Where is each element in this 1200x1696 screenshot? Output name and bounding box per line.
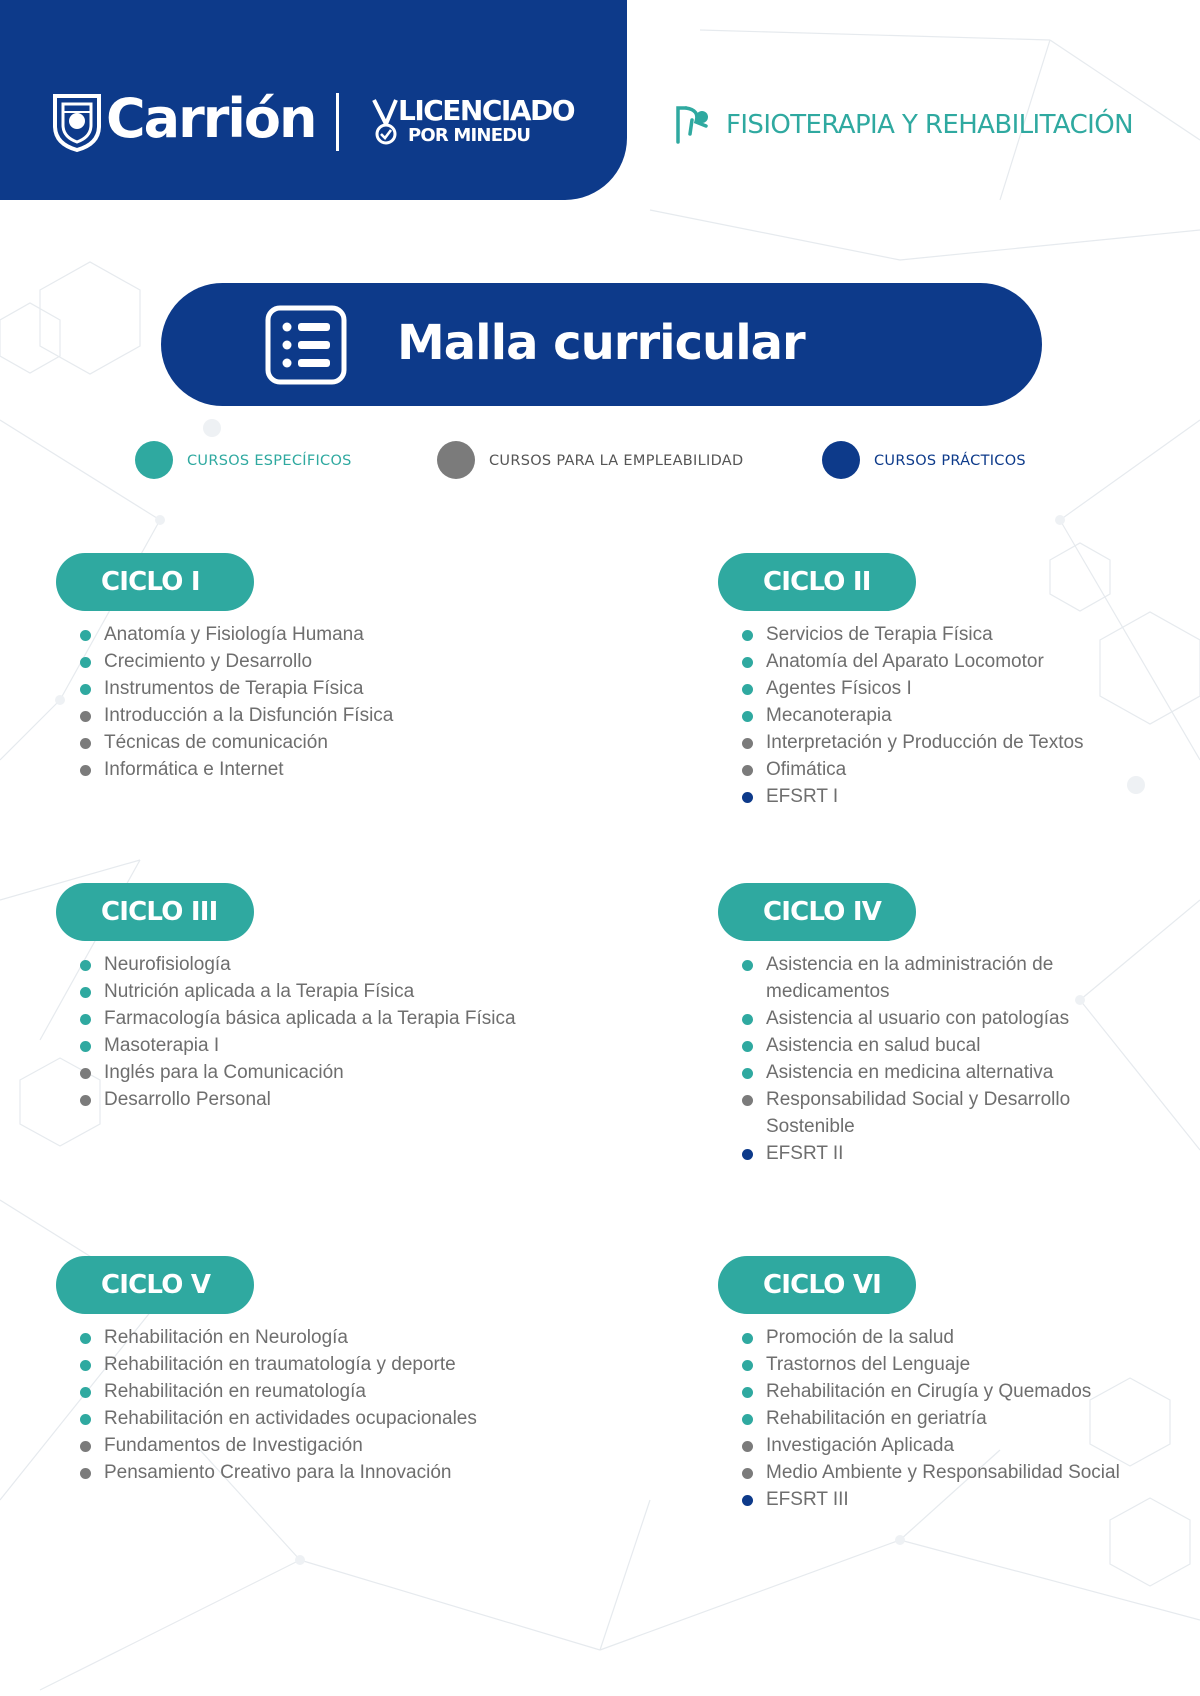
course-item <box>80 675 590 702</box>
course-item <box>80 621 590 648</box>
logo-divider <box>336 93 339 151</box>
course-item <box>80 1032 590 1059</box>
course-name: Rehabilitación en actividades ocupacionales <box>104 1408 477 1429</box>
course-item <box>80 1432 590 1459</box>
course-name: Asistencia en salud bucal <box>766 1035 981 1056</box>
course-name: Asistencia en medicina alternativa <box>766 1062 1054 1083</box>
course-item <box>80 1059 590 1086</box>
program-title: FISIOTERAPIA Y REHABILITACIÓN <box>726 110 1133 140</box>
course-type-dot <box>80 1387 91 1398</box>
course-item <box>742 1324 1200 1351</box>
course-item <box>742 951 1112 1005</box>
rehabilitation-icon <box>672 104 714 144</box>
course-item <box>80 702 590 729</box>
course-item <box>742 1432 1200 1459</box>
course-item <box>742 1405 1200 1432</box>
course-item <box>742 1351 1200 1378</box>
list-document-icon <box>265 305 347 385</box>
course-name: Inglés para la Comunicación <box>104 1062 344 1083</box>
course-name: EFSRT I <box>766 786 839 807</box>
course-name: EFSRT III <box>766 1489 849 1510</box>
course-item <box>80 729 590 756</box>
header-band <box>0 0 627 200</box>
course-name: Agentes Físicos I <box>766 678 912 699</box>
legend-label: CURSOS PRÁCTICOS <box>874 453 1026 469</box>
course-name: Servicios de Terapia Física <box>766 624 993 645</box>
course-item <box>80 1324 590 1351</box>
course-list <box>80 1324 590 1486</box>
course-item <box>80 1005 590 1032</box>
course-list <box>742 951 1112 1167</box>
legend-dot <box>822 441 860 479</box>
course-type-dot <box>742 1387 753 1398</box>
course-item <box>742 1378 1200 1405</box>
course-item <box>80 1459 590 1486</box>
course-item <box>742 648 1182 675</box>
course-name: Introducción a la Disfunción Física <box>104 705 394 726</box>
course-name: Ofimática <box>766 759 847 780</box>
course-item <box>742 783 1182 810</box>
course-type-dot <box>80 765 91 776</box>
course-name: Mecanoterapia <box>766 705 892 726</box>
course-item <box>80 1405 590 1432</box>
course-type-dot <box>742 1095 753 1106</box>
course-name: Interpretación y Producción de Textos <box>766 732 1084 753</box>
course-name: Investigación Aplicada <box>766 1435 955 1456</box>
course-type-dot <box>80 987 91 998</box>
cycle-title: CICLO VI <box>718 1256 916 1314</box>
course-type-dot <box>80 1414 91 1425</box>
course-type-dot <box>80 657 91 668</box>
course-type-dot <box>742 657 753 668</box>
course-name: Instrumentos de Terapia Física <box>104 678 364 699</box>
course-type-dot <box>80 684 91 695</box>
course-type-dot <box>80 711 91 722</box>
course-type-dot <box>742 1441 753 1452</box>
cycle-title: CICLO I <box>56 553 254 611</box>
course-type-dot <box>742 1414 753 1425</box>
course-name: Rehabilitación en reumatología <box>104 1381 366 1402</box>
course-type-dot <box>742 684 753 695</box>
course-name: Masoterapia I <box>104 1035 220 1056</box>
title-banner <box>161 283 1042 406</box>
license-title: LICENCIADO <box>398 94 575 127</box>
course-list <box>80 951 590 1113</box>
course-item <box>80 1086 590 1113</box>
course-list <box>80 621 590 783</box>
brand-name: Carrión <box>106 87 316 150</box>
course-item <box>80 978 590 1005</box>
course-item <box>80 648 590 675</box>
course-type-dot <box>742 792 753 803</box>
course-type-dot <box>80 1095 91 1106</box>
course-name: Trastornos del Lenguaje <box>766 1354 971 1375</box>
course-name: Asistencia en la administración de medicamentos <box>766 954 1054 1002</box>
course-type-dot <box>742 711 753 722</box>
course-name: Promoción de la salud <box>766 1327 954 1348</box>
course-name: Desarrollo Personal <box>104 1089 271 1110</box>
course-type-dot <box>80 1068 91 1079</box>
course-name: Crecimiento y Desarrollo <box>104 651 313 672</box>
course-name: Rehabilitación en geriatría <box>766 1408 987 1429</box>
license-subtitle: POR MINEDU <box>408 125 531 146</box>
course-name: Pensamiento Creativo para la Innovación <box>104 1462 452 1483</box>
course-type-dot <box>742 1149 753 1160</box>
course-name: Asistencia al usuario con patologías <box>766 1008 1070 1029</box>
course-type-dot <box>80 630 91 641</box>
cycle-title: CICLO IV <box>718 883 916 941</box>
course-name: Fundamentos de Investigación <box>104 1435 363 1456</box>
course-list <box>742 621 1182 810</box>
course-item <box>80 756 590 783</box>
page-title: Malla curricular <box>397 315 805 371</box>
course-type-dot <box>742 1014 753 1025</box>
course-name: Rehabilitación en Neurología <box>104 1327 348 1348</box>
course-type-dot <box>80 1360 91 1371</box>
course-type-dot <box>80 1468 91 1479</box>
legend-label: CURSOS ESPECÍFICOS <box>187 453 352 469</box>
course-item <box>742 1140 1112 1167</box>
course-list <box>742 1324 1200 1513</box>
legend-dot <box>437 441 475 479</box>
course-type-dot <box>742 1333 753 1344</box>
course-name: Técnicas de comunicación <box>104 732 328 753</box>
course-item <box>742 1005 1112 1032</box>
course-item <box>742 729 1182 756</box>
course-name: Anatomía del Aparato Locomotor <box>766 651 1044 672</box>
course-item <box>742 1459 1200 1486</box>
course-name: Rehabilitación en traumatología y deporte <box>104 1354 456 1375</box>
course-item <box>80 1378 590 1405</box>
course-type-dot <box>742 765 753 776</box>
course-name: Informática e Internet <box>104 759 284 780</box>
cycle-title: CICLO V <box>56 1256 254 1314</box>
course-item <box>742 675 1182 702</box>
cycle-title: CICLO II <box>718 553 916 611</box>
course-name: Neurofisiología <box>104 954 231 975</box>
course-item <box>742 1059 1112 1086</box>
cycle-title: CICLO III <box>56 883 254 941</box>
course-type-dot <box>742 1495 753 1506</box>
course-type-dot <box>80 738 91 749</box>
course-item <box>742 702 1182 729</box>
course-name: Responsabilidad Social y Desarrollo Sostenible <box>766 1089 1071 1137</box>
course-type-dot <box>80 1441 91 1452</box>
course-type-dot <box>742 1468 753 1479</box>
course-type-dot <box>742 1041 753 1052</box>
course-item <box>742 621 1182 648</box>
course-item <box>742 1486 1200 1513</box>
course-name: Medio Ambiente y Responsabilidad Social <box>766 1462 1120 1483</box>
course-type-dot <box>742 1360 753 1371</box>
course-type-dot <box>742 960 753 971</box>
course-item <box>742 1086 1112 1140</box>
course-item <box>80 1351 590 1378</box>
course-item <box>80 951 590 978</box>
course-type-dot <box>742 738 753 749</box>
course-name: EFSRT II <box>766 1143 844 1164</box>
course-name: Nutrición aplicada a la Terapia Física <box>104 981 415 1002</box>
course-type-dot <box>742 630 753 641</box>
course-item <box>742 756 1182 783</box>
course-name: Rehabilitación en Cirugía y Quemados <box>766 1381 1092 1402</box>
course-type-dot <box>80 1014 91 1025</box>
legend-dot <box>135 441 173 479</box>
course-item <box>742 1032 1112 1059</box>
course-name: Farmacología básica aplicada a la Terapia Física <box>104 1008 516 1029</box>
course-type-dot <box>80 960 91 971</box>
course-type-dot <box>80 1041 91 1052</box>
legend-label: CURSOS PARA LA EMPLEABILIDAD <box>489 453 744 469</box>
course-type-dot <box>80 1333 91 1344</box>
course-type-dot <box>742 1068 753 1079</box>
course-name: Anatomía y Fisiología Humana <box>104 624 364 645</box>
shield-crest-icon <box>52 92 102 152</box>
